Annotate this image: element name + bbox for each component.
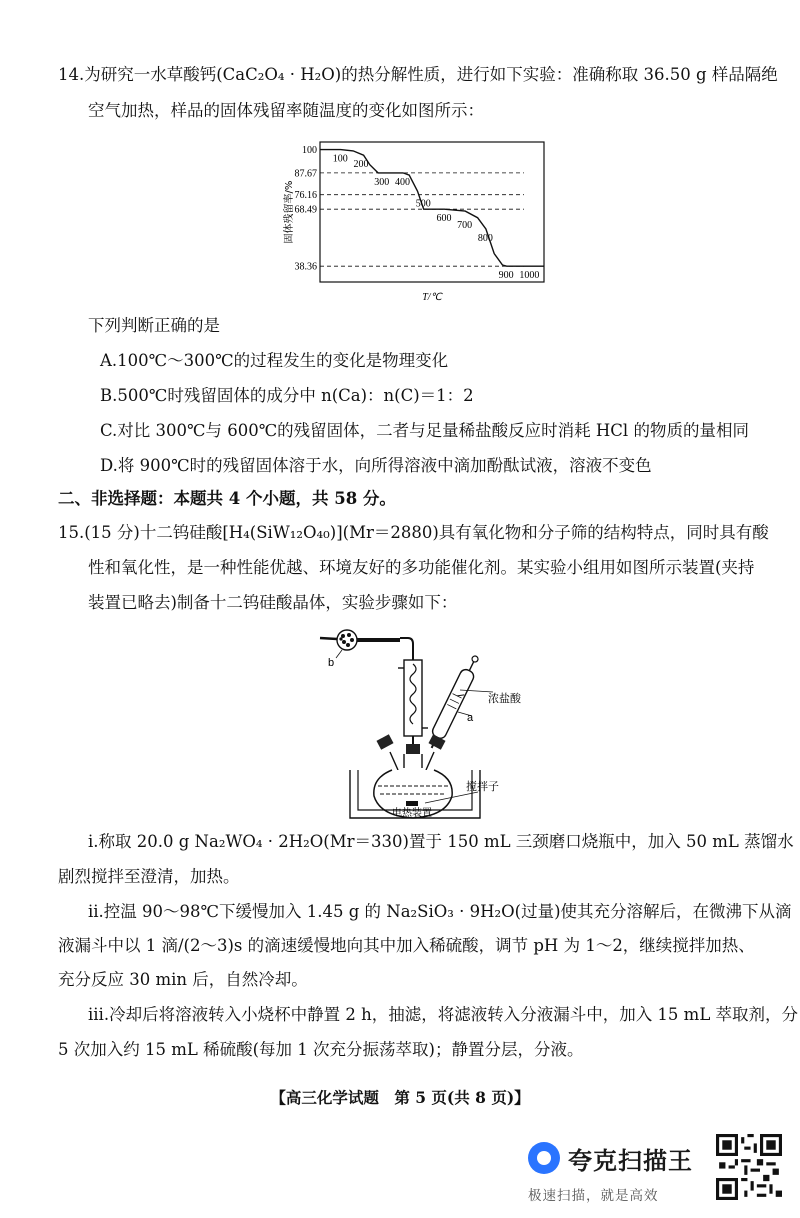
label-stirrer: 搅拌子 [466, 780, 499, 793]
temperature-label: 300 [374, 176, 390, 188]
connector-tube [400, 638, 413, 660]
temperature-label: 800 [477, 233, 493, 245]
y-axis-label: 固体残留率/% [284, 180, 295, 244]
y-tick-label: 68.49 [294, 204, 317, 216]
watermark-slogan: 极速扫描，就是高效 [528, 1188, 659, 1204]
y-tick-label: 87.67 [294, 168, 317, 180]
scanner-watermark [520, 1130, 790, 1210]
q15-stem-line1: 15.(15 分)十二钨硅酸[H₄(SiW₁₂O₄₀)](Mr＝2880)具有氧化物和分子筛的结构特点，同时具有酸 [58, 523, 769, 542]
q14-stem-line1: 14.为研究一水草酸钙(CaC₂O₄ · H₂O)的热分解性质，进行如下实验：准确称取 36.50 g 样品隔绝 [58, 65, 778, 84]
q15-step1-line1: ⅰ.称取 20.0 g Na₂WO₄ · 2H₂O(Mr＝330)置于 150 mL 三颈磨口烧瓶中，加入 50 mL 蒸馏水 [88, 832, 794, 851]
q15-step2-line3: 充分反应 30 min 后，自然冷却。 [58, 970, 308, 989]
tga-chart [278, 132, 548, 307]
temperature-label: 1000 [519, 270, 540, 282]
q15-step2-line2: 液漏斗中以 1 滴/(2～3)s 的滴速缓慢地向其中加入稀硫酸，调节 pH 为 1～2，继续搅拌加热、 [58, 936, 755, 955]
q14-prompt: 下列判断正确的是 [88, 316, 220, 335]
q15-stem-line3: 装置已略去)制备十二钨硅酸晶体，实验步骤如下： [88, 593, 458, 612]
q14-option-b: B.500℃时残留固体的成分中 n(Ca)：n(C)＝1：2 [100, 386, 474, 405]
temperature-label: 900 [498, 270, 514, 282]
temperature-label: 400 [394, 176, 410, 188]
watermark-title: 夸克扫描王 [568, 1147, 693, 1175]
label-b-leader [336, 650, 342, 658]
label-acid: 浓盐酸 [488, 692, 521, 705]
temperature-label: 100 [332, 153, 348, 165]
center-stopper [406, 744, 420, 754]
q15-step3-line2: 5 次加入约 15 mL 稀硫酸(每加 1 次充分振荡萃取)；静置分层，分液。 [58, 1040, 584, 1059]
temperature-label: 200 [353, 159, 369, 171]
temperature-label: 700 [457, 219, 473, 231]
apparatus-diagram [300, 620, 540, 820]
qr-code-icon [716, 1134, 782, 1200]
q14-option-d: D.将 900℃时的残留固体溶于水，向所得溶液中滴加酚酞试液，溶液不变色 [100, 456, 652, 475]
q14-option-c: C.对比 300℃与 600℃的残留固体，二者与足量稀盐酸反应时消耗 HCl 的物质的量相同 [100, 421, 749, 440]
y-tick-label: 38.36 [294, 261, 317, 273]
label-heater: 电热装置 [392, 808, 432, 819]
label-b: b [328, 657, 335, 669]
scanner-logo-icon [528, 1142, 560, 1174]
y-tick-label: 100 [302, 145, 317, 157]
x-axis-label: T/℃ [422, 292, 442, 303]
drying-tube-stem [320, 638, 337, 639]
temperature-label: 600 [436, 213, 452, 225]
label-a: a [467, 712, 474, 724]
y-tick-label: 76.16 [294, 190, 317, 202]
temperature-label: 500 [415, 198, 431, 210]
left-stopper [376, 734, 393, 749]
condenser [404, 660, 422, 736]
q15-stem-line2: 性和氧化性，是一种性能优越、环境友好的多功能催化剂。某实验小组用如图所示装置(夹持 [88, 558, 755, 577]
q15-step1-line2: 剧烈搅拌至澄清，加热。 [58, 867, 240, 886]
stir-bar [406, 801, 418, 806]
q14-option-a: A.100℃～300℃的过程发生的变化是物理变化 [100, 351, 449, 370]
q15-step2-line1: ⅱ.控温 90～98℃下缓慢加入 1.45 g 的 Na₂SiO₃ · 9H₂O(过量)使其充分溶解后，在微沸下从滴 [88, 902, 792, 921]
q15-step3-line1: ⅲ.冷却后将溶液转入小烧杯中静置 2 h，抽滤，将滤液转入分液漏斗中，加入 15 mL 萃取剂，分 [88, 1005, 799, 1024]
page-footer: 【高三化学试题 第 5 页(共 8 页)】 [270, 1088, 530, 1107]
q14-stem-line2: 空气加热，样品的固体残留率随温度的变化如图所示： [88, 101, 484, 120]
section-heading: 二、非选择题：本题共 4 个小题，共 58 分。 [58, 489, 396, 508]
